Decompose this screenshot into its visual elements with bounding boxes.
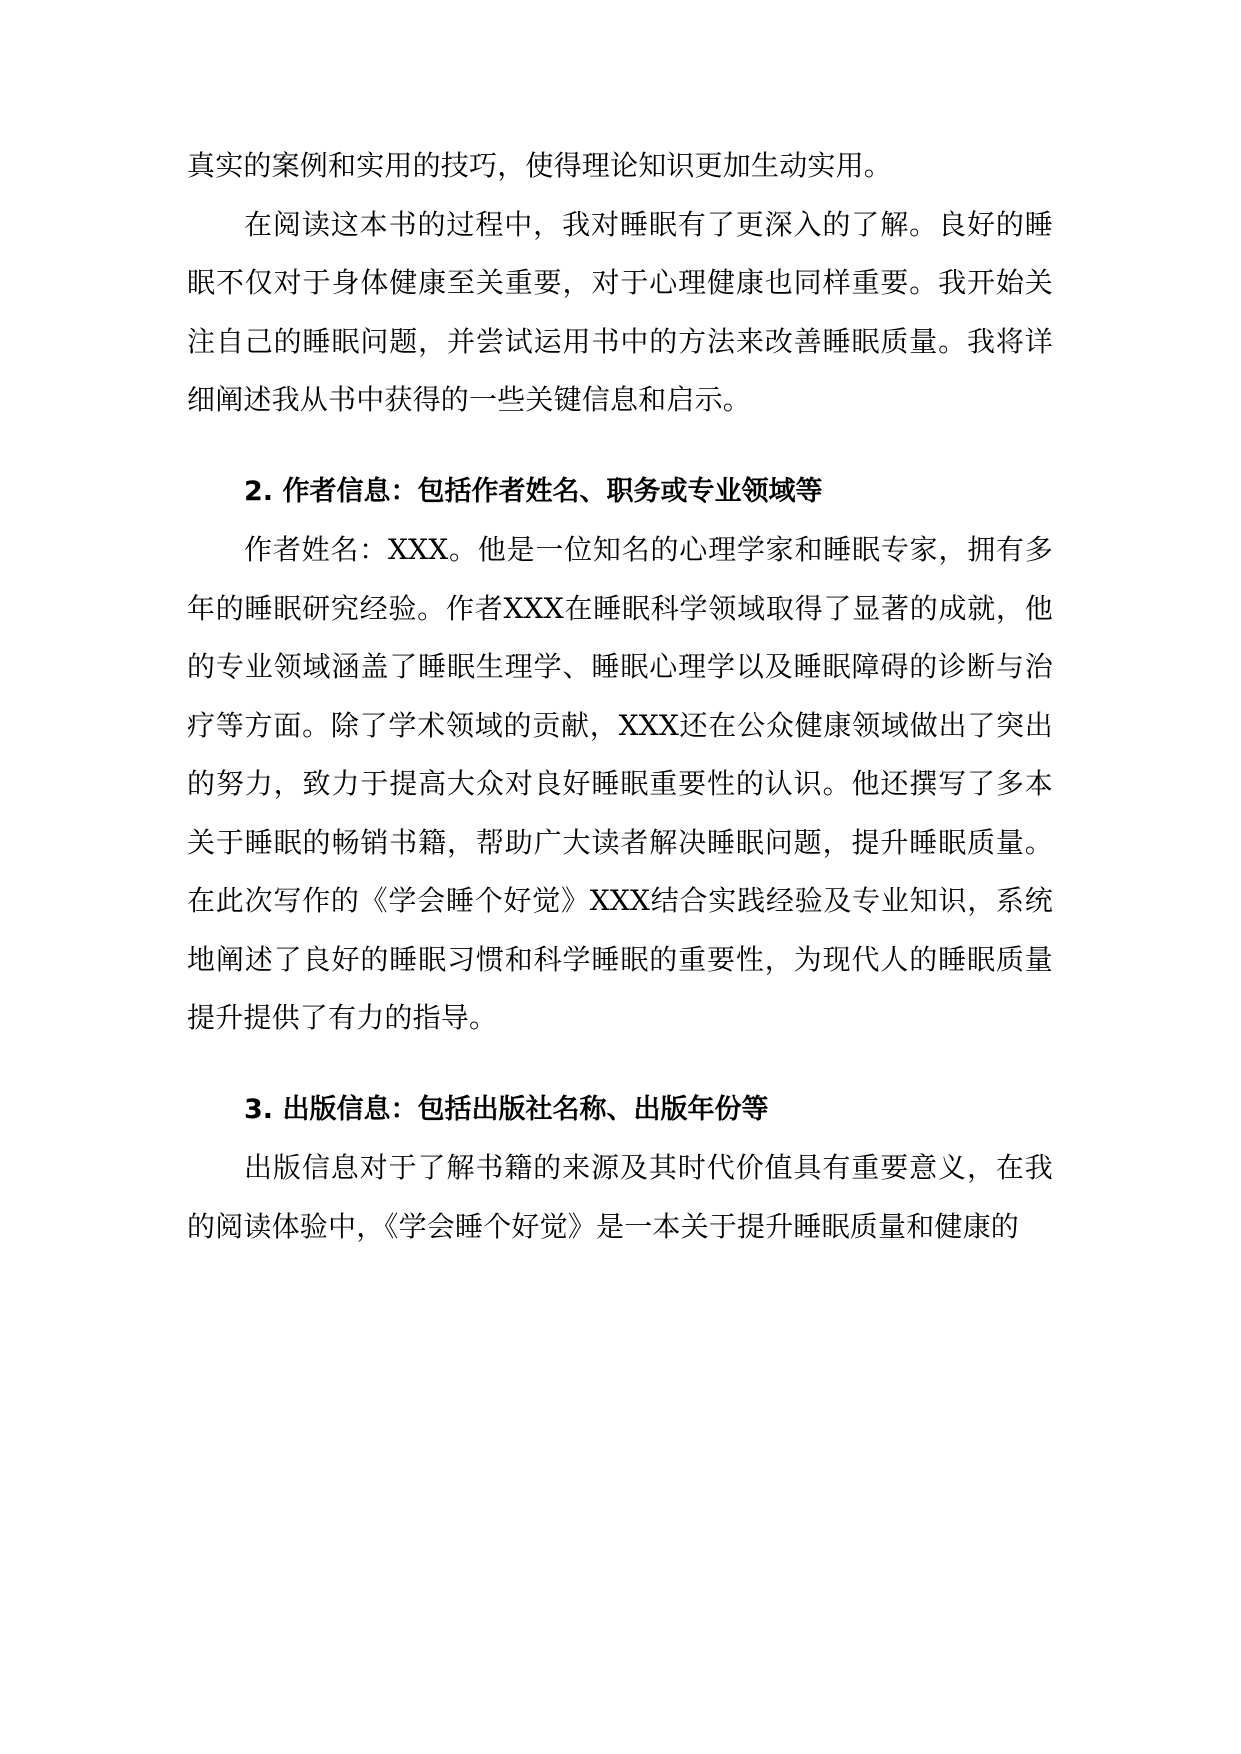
section-heading-author-info: 2. 作者信息：包括作者姓名、职务或专业领域等 (244, 475, 823, 507)
paragraph-author-info: 作者姓名：XXX。他是一位知名的心理学家和睡眠专家，拥有多年的睡眠研究经验。作者XXX在睡眠科学领域取得了显著的成就，他的专业领域涵盖了睡眠生理学、睡眠心理学以及睡眠障碍的诊断与治疗等方面。除了学术领域的贡献，XXX还在公众健康领域做出了突出的努力，致力于提高大众对良好睡眠重要性的认识。他还撰写了多本关于睡眠的畅销书籍，帮助广大读者解决睡眠问题，提升睡眠质量。在此次写作的《学会睡个好觉》XXX结合实践经验及专业知识，系统地阐述了良好的睡眠习惯和科学睡眠的重要性，为现代人的睡眠质量提升提供了有力的指导。 (187, 533, 1053, 1034)
section-spacer (187, 430, 1053, 463)
paragraph-publication-info: 出版信息对于了解书籍的来源及其时代价值具有重要意义，在我的阅读体验中，《学会睡个好觉》是一本关于提升睡眠质量和健康的 (187, 1151, 1053, 1243)
section-heading-publication-info: 3. 出版信息：包括出版社名称、出版年份等 (244, 1093, 769, 1125)
paragraph-reading-experience: 在阅读这本书的过程中，我对睡眠有了更深入的了解。良好的睡眠不仅对于身体健康至关重要，对于心理健康也同样重要。我开始关注自己的睡眠问题，并尝试运用书中的方法来改善睡眠质量。我将详细阐述我从书中获得的一些关键信息和启示。 (187, 207, 1053, 416)
section-spacer (187, 1048, 1053, 1081)
document-body (187, 137, 1053, 1256)
paragraph-continuation: 真实的案例和实用的技巧，使得理论知识更加生动实用。 (187, 149, 893, 182)
